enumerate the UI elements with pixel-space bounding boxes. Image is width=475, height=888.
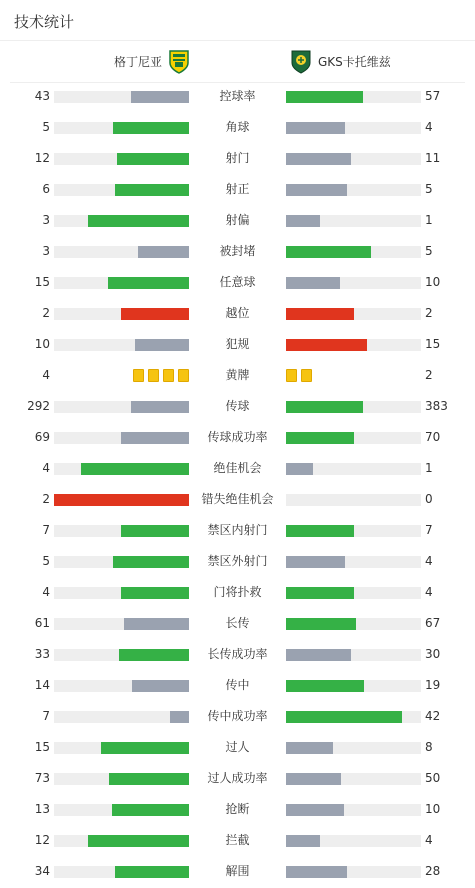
home-stat-value: 2: [42, 492, 50, 506]
home-stat-bar: [54, 742, 189, 754]
home-stat-bar: [54, 866, 189, 878]
home-stat-bar: [54, 215, 189, 227]
away-stat-bar-fill: [286, 91, 363, 103]
stat-label: 越位: [225, 306, 250, 320]
home-stat-value: 69: [34, 430, 50, 444]
home-stat-bar: [54, 184, 189, 196]
away-stat-bar-fill: [286, 556, 345, 568]
home-stat-bar: [54, 308, 189, 320]
away-stat-bar: [286, 680, 421, 692]
away-stat-bar: [286, 277, 421, 289]
stat-label: 解围: [225, 864, 250, 878]
away-stat-value: 4: [425, 833, 433, 847]
home-stat-value: 5: [42, 120, 50, 134]
home-stat-value: 3: [42, 244, 50, 258]
away-stat-bar: [286, 122, 421, 134]
away-team[interactable]: [290, 41, 391, 82]
away-stat-bar-fill: [286, 339, 367, 351]
away-stat-bar: [286, 494, 421, 506]
home-stat-bar-fill: [121, 308, 189, 320]
away-stat-bar-fill: [286, 525, 354, 537]
stat-row: [0, 298, 475, 329]
home-stat-bar-fill: [131, 401, 189, 413]
home-stat-bar: [54, 494, 189, 506]
home-stat-value: 3: [42, 213, 50, 227]
away-stat-bar-fill: [286, 432, 354, 444]
away-stat-bar: [286, 463, 421, 475]
stat-row: [0, 174, 475, 205]
stat-label: 抢断: [225, 802, 250, 816]
home-stat-bar-fill: [132, 680, 189, 692]
home-stat-value: 34: [34, 864, 50, 878]
away-stat-bar-fill: [286, 246, 371, 258]
stat-label: 绝佳机会: [213, 461, 262, 475]
stat-row: [0, 484, 475, 515]
home-stat-bar: [54, 711, 189, 723]
stat-label: 控球率: [219, 89, 256, 103]
stat-row: [0, 732, 475, 763]
away-stat-bar: [286, 835, 421, 847]
home-stat-bar: [54, 153, 189, 165]
stat-row: [0, 577, 475, 608]
home-stat-value: 7: [42, 709, 50, 723]
away-stat-value: 4: [425, 585, 433, 599]
home-stat-bar-fill: [117, 153, 189, 165]
away-stat-value: 2: [425, 306, 433, 320]
home-stat-value: 292: [27, 399, 50, 413]
stat-row: [0, 515, 475, 546]
away-stat-value: 57: [425, 89, 441, 103]
away-stat-bar-fill: [286, 277, 340, 289]
home-stat-bar: [54, 525, 189, 537]
away-stat-value: 2: [425, 368, 433, 382]
home-stat-bar: [54, 556, 189, 568]
home-stat-bar-fill: [115, 184, 189, 196]
stat-row: [0, 763, 475, 794]
home-stat-bar-fill: [109, 773, 189, 785]
teams-header: [10, 41, 465, 83]
home-stat-bar-fill: [131, 91, 189, 103]
away-stat-bar: [286, 215, 421, 227]
away-stat-value: 8: [425, 740, 433, 754]
away-stat-bar: [286, 432, 421, 444]
home-stat-bar: [54, 618, 189, 630]
stat-row: [0, 236, 475, 267]
away-stat-bar-fill: [286, 804, 344, 816]
home-stat-bar: [54, 339, 189, 351]
away-stat-bar: [286, 742, 421, 754]
stat-label: 射门: [225, 151, 250, 165]
away-stat-bar-fill: [286, 184, 347, 196]
stat-row: [0, 422, 475, 453]
away-stat-bar: [286, 866, 421, 878]
home-stat-bar-fill: [121, 525, 189, 537]
away-stat-value: 4: [425, 554, 433, 568]
stat-row: [0, 608, 475, 639]
stat-label: 拦截: [225, 833, 250, 847]
away-stat-value: 10: [425, 802, 441, 816]
home-stat-bar-fill: [115, 866, 189, 878]
away-stat-bar-fill: [286, 153, 351, 165]
home-team[interactable]: [114, 41, 190, 82]
stat-row: [0, 205, 475, 236]
stat-row: [0, 546, 475, 577]
home-stat-value: 4: [42, 368, 50, 382]
away-stat-value: 4: [425, 120, 433, 134]
home-stat-bar-fill: [121, 587, 189, 599]
home-stat-bar-fill: [138, 246, 189, 258]
stat-row: [0, 701, 475, 732]
away-stat-value: 5: [425, 244, 433, 258]
away-stat-bar: [286, 246, 421, 258]
home-stat-bar: [54, 432, 189, 444]
home-stat-value: 6: [42, 182, 50, 196]
home-stat-bar-fill: [124, 618, 189, 630]
home-stat-bar-fill: [81, 463, 189, 475]
away-stat-value: 5: [425, 182, 433, 196]
page-title: 技术统计: [14, 13, 75, 31]
stat-row: [0, 81, 475, 112]
stat-label: 任意球: [219, 275, 256, 289]
home-team-logo-icon: [168, 49, 190, 75]
stat-label: 过人: [225, 740, 250, 754]
home-stat-value: 10: [34, 337, 50, 351]
away-stat-value: 19: [425, 678, 441, 692]
stat-row: [0, 112, 475, 143]
away-stat-bar-fill: [286, 122, 345, 134]
stat-label: 黄牌: [225, 368, 250, 382]
away-stat-value: 10: [425, 275, 441, 289]
home-stat-bar: [54, 804, 189, 816]
away-stat-bar-fill: [286, 773, 341, 785]
away-stat-bar: [286, 804, 421, 816]
away-stat-bar-fill: [286, 308, 354, 320]
home-stat-value: 7: [42, 523, 50, 537]
away-stat-value: 1: [425, 461, 433, 475]
home-stat-bar-fill: [135, 339, 189, 351]
away-stat-bar-fill: [286, 618, 356, 630]
home-stat-bar-fill: [119, 649, 189, 661]
stat-label: 射偏: [225, 213, 250, 227]
away-stat-value: 11: [425, 151, 441, 165]
away-stat-value: 30: [425, 647, 441, 661]
home-stat-bar-fill: [108, 277, 189, 289]
away-stat-bar: [286, 556, 421, 568]
yellow-card-icon: [286, 369, 297, 382]
away-yellow-cards: [286, 369, 312, 382]
away-stat-bar-fill: [286, 742, 333, 754]
stat-label: 禁区内射门: [207, 523, 268, 537]
stat-row: [0, 360, 475, 391]
away-stat-value: 42: [425, 709, 441, 723]
home-stat-value: 12: [34, 833, 50, 847]
stat-row: [0, 143, 475, 174]
away-stat-bar: [286, 184, 421, 196]
away-stat-value: 1: [425, 213, 433, 227]
away-stat-bar-fill: [286, 463, 313, 475]
home-stat-value: 13: [34, 802, 50, 816]
stat-row: [0, 639, 475, 670]
home-stat-bar: [54, 463, 189, 475]
home-stat-bar: [54, 122, 189, 134]
stat-label: 长传成功率: [207, 647, 268, 661]
stat-row: [0, 670, 475, 701]
away-stat-value: 15: [425, 337, 441, 351]
home-stat-bar: [54, 91, 189, 103]
away-stat-bar: [286, 587, 421, 599]
away-stat-bar: [286, 91, 421, 103]
away-stat-value: 28: [425, 864, 441, 878]
stat-label: 长传: [225, 616, 250, 630]
home-stat-bar-fill: [88, 835, 189, 847]
home-stat-bar-fill: [54, 494, 189, 506]
away-stat-bar-fill: [286, 587, 354, 599]
home-stat-value: 15: [34, 740, 50, 754]
stat-label: 错失绝佳机会: [201, 492, 274, 506]
yellow-card-icon: [301, 369, 312, 382]
home-stat-bar-fill: [170, 711, 189, 723]
home-stat-value: 12: [34, 151, 50, 165]
home-stat-value: 14: [34, 678, 50, 692]
home-yellow-cards: [133, 369, 189, 382]
away-stat-bar-fill: [286, 835, 320, 847]
home-stat-value: 73: [34, 771, 50, 785]
home-stat-bar: [54, 246, 189, 258]
away-stat-value: 67: [425, 616, 441, 630]
home-stat-bar-fill: [112, 804, 189, 816]
home-stat-bar: [54, 773, 189, 785]
away-stat-bar: [286, 339, 421, 351]
home-stat-value: 43: [34, 89, 50, 103]
home-stat-bar: [54, 835, 189, 847]
yellow-card-icon: [133, 369, 144, 382]
home-stat-value: 5: [42, 554, 50, 568]
away-stat-bar: [286, 401, 421, 413]
stat-row: [0, 825, 475, 856]
away-stat-bar-fill: [286, 680, 364, 692]
stat-label: 被封堵: [219, 244, 256, 258]
home-stat-bar: [54, 277, 189, 289]
home-stat-bar: [54, 587, 189, 599]
home-stat-bar: [54, 680, 189, 692]
away-stat-bar: [286, 308, 421, 320]
stat-row: [0, 329, 475, 360]
away-stat-bar-fill: [286, 866, 347, 878]
stat-row: [0, 267, 475, 298]
header: [0, 0, 475, 41]
stat-row: [0, 391, 475, 422]
stat-label: 传中成功率: [207, 709, 268, 723]
home-stat-bar-fill: [121, 432, 189, 444]
home-stat-value: 4: [42, 585, 50, 599]
away-stat-bar: [286, 711, 421, 723]
stat-row: [0, 794, 475, 825]
yellow-card-icon: [148, 369, 159, 382]
home-team-name: 格丁尼亚: [114, 55, 163, 69]
away-team-name: GKS卡托维兹: [318, 55, 391, 69]
stat-label: 犯规: [225, 337, 250, 351]
away-team-logo-icon: [290, 49, 312, 75]
stat-label: 传球成功率: [207, 430, 268, 444]
home-stat-bar: [54, 649, 189, 661]
stat-label: 禁区外射门: [207, 554, 268, 568]
yellow-card-icon: [163, 369, 174, 382]
home-stat-value: 2: [42, 306, 50, 320]
yellow-card-icon: [178, 369, 189, 382]
away-stat-bar: [286, 618, 421, 630]
home-stat-bar: [54, 401, 189, 413]
away-stat-bar-fill: [286, 215, 320, 227]
away-stat-bar-fill: [286, 711, 402, 723]
away-stat-value: 7: [425, 523, 433, 537]
stat-label: 传中: [225, 678, 250, 692]
stat-row: [0, 453, 475, 484]
stat-label: 门将扑救: [213, 585, 262, 599]
home-stat-bar-fill: [113, 556, 189, 568]
away-stat-value: 70: [425, 430, 441, 444]
home-stat-value: 15: [34, 275, 50, 289]
away-stat-bar-fill: [286, 649, 351, 661]
away-stat-bar: [286, 153, 421, 165]
away-stat-bar: [286, 773, 421, 785]
home-stat-value: 61: [34, 616, 50, 630]
stat-row: [0, 856, 475, 887]
away-stat-bar: [286, 649, 421, 661]
home-stat-value: 33: [34, 647, 50, 661]
stat-label: 传球: [225, 399, 250, 413]
home-stat-value: 4: [42, 461, 50, 475]
away-stat-value: 50: [425, 771, 441, 785]
stat-label: 过人成功率: [207, 771, 268, 785]
home-stat-bar-fill: [88, 215, 189, 227]
home-stat-bar-fill: [113, 122, 189, 134]
stat-label: 射正: [225, 182, 250, 196]
away-stat-value: 0: [425, 492, 433, 506]
away-stat-bar: [286, 525, 421, 537]
stat-label: 角球: [225, 120, 250, 134]
home-stat-bar-fill: [101, 742, 189, 754]
away-stat-value: 383: [425, 399, 448, 413]
away-stat-bar-fill: [286, 401, 363, 413]
